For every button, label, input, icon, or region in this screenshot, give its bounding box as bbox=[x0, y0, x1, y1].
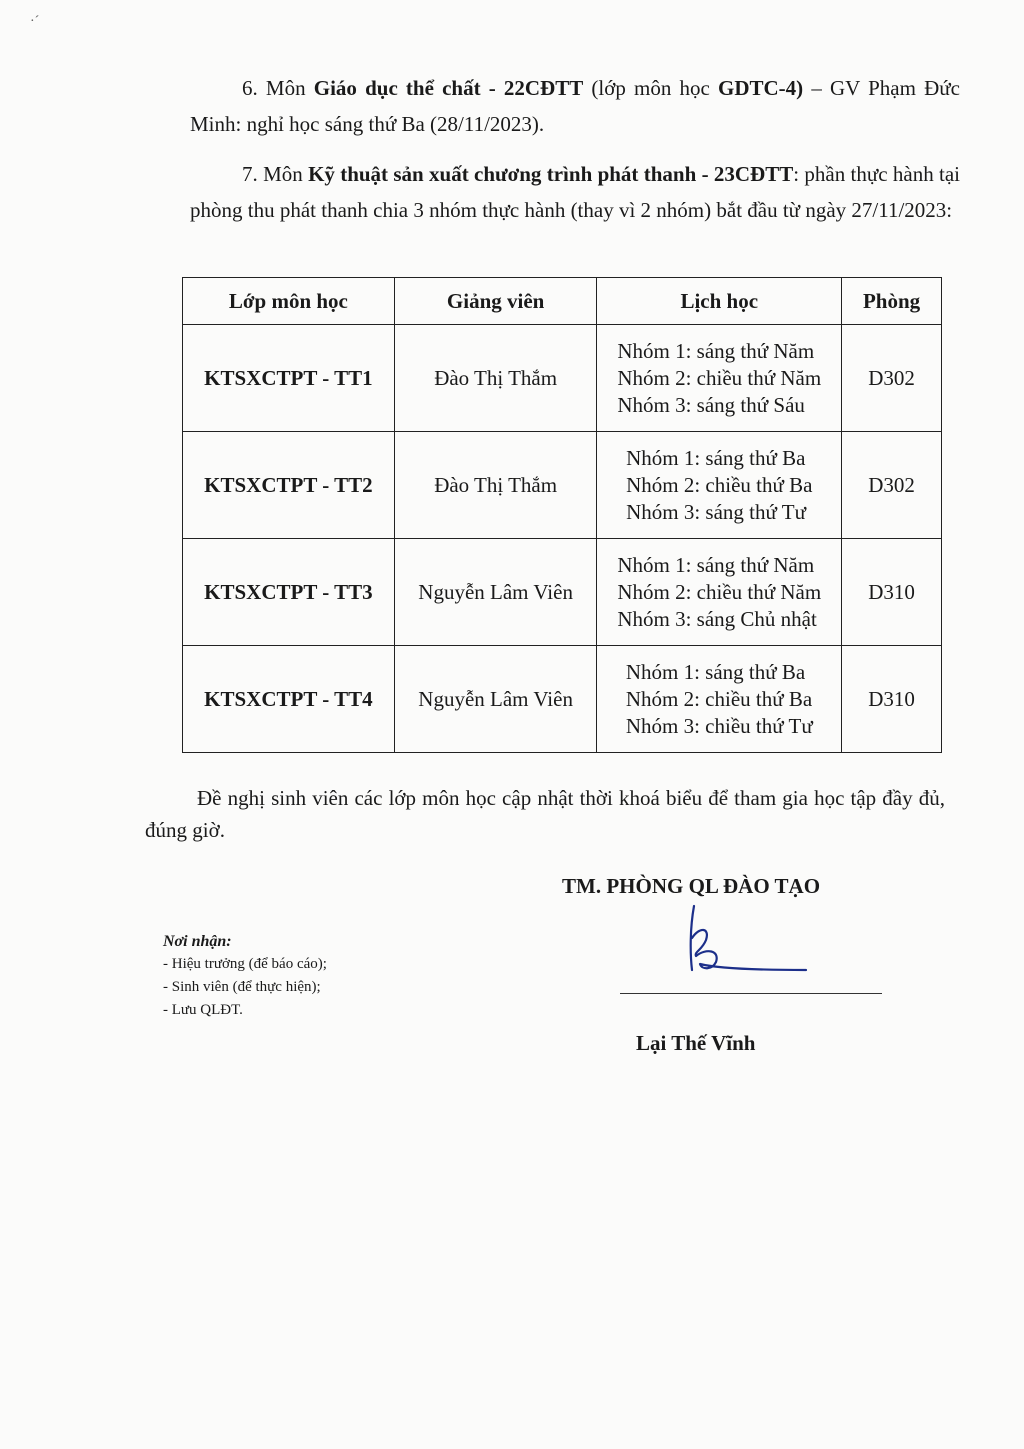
header-schedule: Lịch học bbox=[597, 278, 842, 325]
class-code-cell: KTSXCTPT - TT1 bbox=[183, 325, 395, 432]
table-row bbox=[183, 539, 942, 646]
schedule-line: Nhóm 2: chiều thứ Ba bbox=[625, 686, 813, 711]
table-header-row bbox=[183, 278, 942, 325]
schedule-line: Nhóm 3: chiều thứ Tư bbox=[625, 713, 813, 738]
item-6-text: (lớp môn học bbox=[583, 76, 718, 100]
item-7-paragraph bbox=[190, 156, 960, 228]
signature-title: TM. PHÒNG QL ĐÀO TẠO bbox=[562, 874, 821, 898]
item-6-paragraph bbox=[190, 70, 960, 142]
schedule-cell bbox=[597, 432, 842, 539]
recipient-item: - Lưu QLĐT. bbox=[163, 1002, 243, 1018]
header-room: Phòng bbox=[842, 278, 942, 325]
recipients-title: Nơi nhận: bbox=[163, 933, 232, 950]
class-code-cell: KTSXCTPT - TT3 bbox=[183, 539, 395, 646]
schedule-line: Nhóm 2: chiều thứ Ba bbox=[626, 472, 813, 497]
schedule-line: Nhóm 1: sáng thứ Năm bbox=[617, 338, 815, 363]
item-7-text: 7. Môn bbox=[242, 162, 309, 186]
item-6-subject: Giáo dục thể chất - 22CĐTT bbox=[313, 76, 584, 100]
lecturer-cell: Nguyễn Lâm Viên bbox=[394, 539, 597, 646]
lecturer-cell: Đào Thị Thắm bbox=[394, 432, 597, 539]
handwritten-signature-icon bbox=[676, 898, 826, 988]
schedule-line: Nhóm 1: sáng thứ Ba bbox=[625, 659, 806, 684]
recipient-item: - Hiệu trưởng (để báo cáo); bbox=[163, 956, 327, 972]
item-6-class-code: GDTC-4) bbox=[718, 76, 804, 100]
room-cell: D310 bbox=[842, 539, 942, 646]
schedule-cell bbox=[597, 646, 842, 753]
schedule-line: Nhóm 2: chiều thứ Năm bbox=[617, 365, 822, 390]
closing-paragraph: Đề nghị sinh viên các lớp môn học cập nhật thời khoá biểu để tham gia học tập đầy đủ, đúng giờ. bbox=[145, 786, 945, 842]
schedule-line: Nhóm 1: sáng thứ Năm bbox=[617, 552, 815, 577]
scan-speck: ·ˊ bbox=[30, 14, 40, 29]
schedule-line: Nhóm 3: sáng thứ Tư bbox=[626, 499, 806, 524]
room-cell: D302 bbox=[842, 325, 942, 432]
lecturer-cell: Đào Thị Thắm bbox=[394, 325, 597, 432]
signature-underline bbox=[620, 993, 882, 994]
schedule-line: Nhóm 3: sáng thứ Sáu bbox=[617, 392, 805, 417]
item-7-subject: Kỹ thuật sản xuất chương trình phát thanh - 23CĐTT bbox=[308, 162, 794, 186]
schedule-cell bbox=[597, 539, 842, 646]
class-code-cell: KTSXCTPT - TT4 bbox=[183, 646, 395, 753]
lecturer-cell: Nguyễn Lâm Viên bbox=[394, 646, 597, 753]
item-7-text: : phần thực hành tại phòng thu phát thanh chia 3 nhóm thực hành (thay vì 2 nhóm) bắt đầu từ ngày 27/11/2023: bbox=[190, 162, 960, 222]
recipients-block bbox=[163, 930, 327, 1022]
header-lecturer: Giảng viên bbox=[394, 278, 597, 325]
schedule-table bbox=[182, 277, 942, 753]
item-6-text: 6. Môn bbox=[242, 76, 314, 100]
recipient-item: - Sinh viên (để thực hiện); bbox=[163, 979, 321, 995]
table-row bbox=[183, 432, 942, 539]
table-row bbox=[183, 646, 942, 753]
class-code-cell: KTSXCTPT - TT2 bbox=[183, 432, 395, 539]
signer-name: Lại Thế Vĩnh bbox=[636, 1031, 756, 1055]
item-6-text: – GV Phạm Đức Minh: nghỉ học sáng thứ Ba (28/11/2023). bbox=[190, 76, 960, 136]
header-class: Lớp môn học bbox=[183, 278, 395, 325]
schedule-cell bbox=[597, 325, 842, 432]
table-row bbox=[183, 325, 942, 432]
room-cell: D310 bbox=[842, 646, 942, 753]
schedule-line: Nhóm 2: chiều thứ Năm bbox=[617, 579, 822, 604]
schedule-line: Nhóm 1: sáng thứ Ba bbox=[626, 445, 806, 470]
schedule-line: Nhóm 3: sáng Chủ nhật bbox=[617, 606, 817, 631]
room-cell: D302 bbox=[842, 432, 942, 539]
